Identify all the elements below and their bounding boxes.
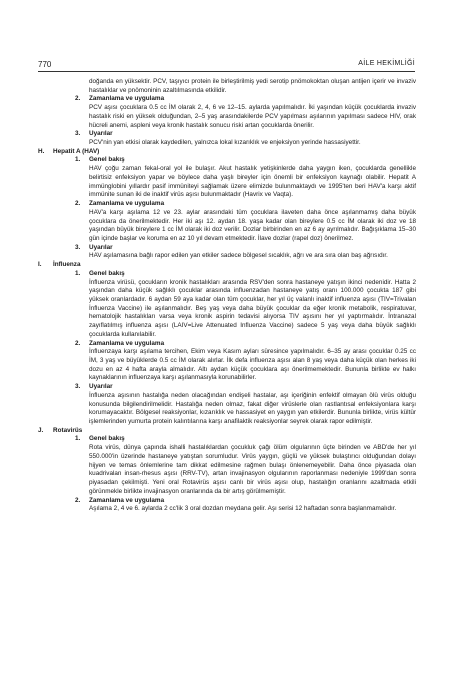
page-content (38, 78, 416, 514)
pcv-item-2-text: PCV aşısı çocuklara 0.5 cc İM olarak 2, 4, 6 ve 12–15. aylarda yapılmalıdır. İki yaşından küçük çocuklarda invaziv hastalık riski en yüksek olduğundan, 2–5 yaş arasındakilerde PCV yapılması aşılarının yapılması sadece HIV, orak hücreli anemi, aspleni veya kronik hastalık sonucu riski artan çocuklarda önerilir. (89, 104, 416, 129)
item-title: Uyarılar (89, 130, 113, 138)
i-item-3-text: İnfluenza aşısının hastalığa neden olacağından endişeli hastalar, aşı içeriğinin enfektif olmayan ölü virüs olduğu konusunda bilgilendirilmelidir. Hastalığa neden olmaz, fakat diğer virüslerle olan rastlantısal enfeksiyonlara karşı korumayacaktır. Bölgesel reaksiyonlar, kızarıklık ve hassasiyet en yaygın yan etkilerdir. Bununla birlikte, virüs kültür işlemlerinden yumurta protein kalıntılarına karşı anafilaktik reaksiyonlar seyrek olarak rapor edilmiştir. (89, 391, 416, 426)
j-item-1-text: Rota virüs, dünya çapında ishalli hastalıklardan çocukluk çağı ölüm olgularının üçte birinden ve ABD'de her yıl 550.000'in üzerinde hastaneye yatıştan sorumludur. Virüs yaygın, güçlü ve yüksek bulaştırıcı olduğundan dolayı hijyen ve temas önlemlerine tam dikkat edilmesine rağmen bulaşı önlenemeyebilir. Daha önce piyasada olan kuadrivalan insan-rhesus aşısı (RRV-TV), artan invajinasyon olgularının raporlanması nedeniyle 1999'dan sonra piyasadan çekilmişti. Yeni oral Rotavirüs aşısı canlı bir virüs aşısı olup, hastalığın oranlarını azaltmada etkili görünmekle birlikte invajinasyon oranlarında da bir artış görülmemiştir. (89, 444, 416, 495)
item-title: Zamanlama ve uygulama (89, 339, 165, 347)
i-item-1-text: İnfluenza virüsü, çocukların kronik hastalıkları arasında RSV'den sonra hastaneye yatışın ikinci nedenidir. Hatta 2 yaşından daha küçük sağlıklı çocuklar arasında influenzadan hastaneye yatış oranı 100.000 çocukta 187 gibi yüksek oranlardadır. 6 aydan 59 aya kadar olan tüm çocuklar, her yıl üç valanlı inaktif influenza aşısı (TIV=Trivalan İnfluenza Vaccine) ile aşılanmalıdır. Beş yaş veya daha büyük çocuklar da eğer kronik metabolik, respiratuvar, hematolojik hastalıkları varsa veya kronik aspirin tedavisi alıyorsa TIV aşısını her yıl yaptırmalıdır. İntranazal zayıflatılmış influenza aşısı (LAIV=Live Attenuated Influenza Vaccine) sadece 5 yaş veya daha büyük sağlıklı çocuklarda kullanılabilir. (89, 278, 416, 338)
section-letter: I. (38, 261, 42, 269)
section-letter: J. (38, 426, 44, 434)
item-number: 3. (75, 243, 81, 251)
item-title: Genel bakış (89, 435, 125, 443)
i-item-1-heading (38, 270, 416, 279)
i-item-2-heading (38, 340, 416, 349)
item-title: Zamanlama ve uygulama (89, 200, 165, 208)
section-title: İnfluenza (53, 261, 81, 269)
h-item-2-text: HAV'a karşı aşılama 12 ve 23. aylar arasındaki tüm çocuklara ilaveten daha önce aşılanmamış daha büyük çocuklara da önerilmektedir. Her iki aşı 12. aydan 18. yaşa kadar olan bireylere 0.5 cc İM olarak iki doz ve 18 yaşından büyük bireylere 1 cc İM olarak iki doz verilir. Dozlar birbirinden en az 6 ay ayrılmalıdır. Bağışıklama 15–30 gün içinde başlar ve koruma en az 10 yıl devam etmektedir. İlave dozlar (rapel doz) önerilmez. (89, 208, 416, 242)
item-number: 2. (75, 95, 81, 103)
h-item-3-heading (38, 244, 416, 253)
section-h-heading (38, 148, 416, 157)
pcv-item-3-text: PCV'nin yan etkisi olarak kaydedilen, yalnızca lokal kızarıklık ve enjeksiyon yerinde hassasiyettir. (89, 139, 361, 147)
item-title: Uyarılar (89, 383, 113, 391)
i-item-2-text: İnfluenzaya karşı aşılama tercihen, Ekim veya Kasım ayları süresince yapılmalıdır. 6–35 ay arası çocuklar 0.25 cc İM, 3 yaş ve büyüklerde 0.5 cc İM olarak alırlar. İlk defa influenza aşısı alan 8 yaş veya daha küçük olan herkes iki dozu en az 4 hafta arayla almalıdır. Altı aydan küçük çocuklara aşı önerilmemektedir. Bununla birlikte ev halkı kaynaklarının influenzaya karşı aşılanmasıyla korunabilirler. (89, 348, 416, 382)
item-number: 1. (75, 435, 81, 443)
pcv-item-2-heading (38, 95, 416, 104)
j-item-1-heading (38, 435, 416, 444)
j-item-2-heading (38, 497, 416, 506)
item-title: Genel bakış (89, 156, 125, 164)
i-item-3-heading (38, 383, 416, 392)
page-header (38, 60, 415, 72)
header-rule (38, 71, 415, 72)
pcv-item-3-heading (38, 130, 416, 139)
h-item-2-heading (38, 200, 416, 209)
running-title: AİLE HEKİMLİĞİ (358, 60, 415, 67)
h-item-1-text: HAV çoğu zaman fekal-oral yol ile bulaşır. Akut hastalık yetişkinlerde daha yaygın iken, çocuklarda genellikle belirtisiz enfeksiyon yapar ve böylece daha yaşlı bireyler için önemli bir enfeksiyon kaynağı olabilir. Hepatit A immünglobini yıllardır pasif immüniteyi sağlamak üzere elimizde bulunmaktaydı ve 1995'ten beri HAV'a karşı aktif immünite sunan iki de inaktif virüs aşısı bulunmaktadır (Havrix ve Vaqta). (89, 165, 416, 199)
item-number: 1. (75, 269, 81, 277)
section-letter: H. (38, 147, 45, 155)
item-number: 2. (75, 339, 81, 347)
item-number: 2. (75, 496, 81, 504)
section-i-heading (38, 261, 416, 270)
page-number: 770 (38, 60, 52, 69)
item-title: Zamanlama ve uygulama (89, 496, 165, 504)
item-number: 3. (75, 383, 81, 391)
h-item-1-heading (38, 156, 416, 165)
item-title: Genel bakış (89, 269, 125, 277)
item-number: 3. (75, 130, 81, 138)
item-number: 1. (75, 156, 81, 164)
section-j-heading (38, 427, 416, 436)
section-title: Rotavirüs (53, 426, 83, 434)
item-title: Zamanlama ve uygulama (89, 95, 165, 103)
h-item-3-text: HAV aşılamasına bağlı rapor edilen yan etkiler sadece bölgesel sıcaklık, ağrı ve ara sıra olan baş ağrısıdır. (89, 252, 388, 260)
intro-paragraph: doğanda en yüksektir. PCV, taşıyıcı protein ile birleştirilmiş yedi serotip pnömokoktan oluşan antijen içerir ve invaziv hastalıklar ve pnömoninin azaltılmasında etkilidir. (89, 78, 416, 94)
item-title: Uyarılar (89, 243, 113, 251)
item-number: 2. (75, 200, 81, 208)
j-item-2-text: Aşılama 2, 4 ve 6. aylarda 2 cc'lik 3 oral dozdan meydana gelir. Aşı serisi 12 haftadan sonra başlanmamalıdır. (89, 505, 397, 513)
section-title: Hepatit A (HAV) (53, 147, 100, 155)
